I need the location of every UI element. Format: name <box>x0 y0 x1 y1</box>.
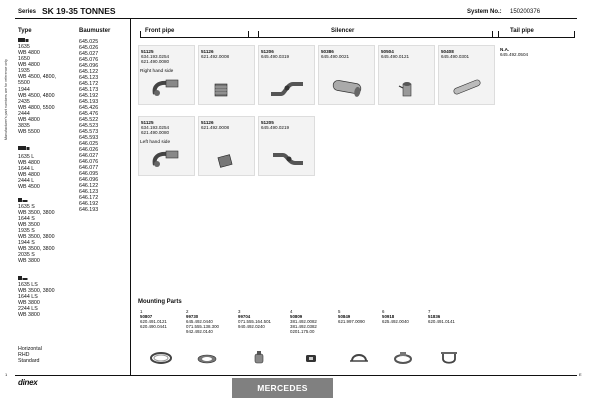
baumuster-item: 645.026 <box>79 45 99 51</box>
connector-pipe-image <box>387 76 427 98</box>
flex-pipe-image <box>207 76 247 98</box>
silencer-bracket-left <box>258 31 259 37</box>
part-ref: 50504 <box>381 49 394 54</box>
type-item: 1650 <box>18 56 30 62</box>
type-item: WB 4800 <box>18 117 40 123</box>
baumuster-item: 645.123 <box>79 75 99 81</box>
system-label: System No.: <box>467 9 502 15</box>
part-ref: 51125 <box>141 49 154 54</box>
type-item: 1635 L <box>18 154 35 160</box>
oe-number: 621.490.0080 <box>141 130 170 136</box>
footnote-line: RHD <box>18 352 30 358</box>
part-ref: 51126 <box>201 120 214 125</box>
type-item: 2244 LS <box>18 306 38 312</box>
baumuster-item: 645.076 <box>79 57 99 63</box>
mounting-part[interactable] <box>184 309 230 369</box>
baumuster-item: 646.122 <box>79 183 99 189</box>
type-item: WB 4800, 5500 <box>18 105 55 111</box>
clamp-image <box>390 349 416 365</box>
type-item: 1635 S <box>18 204 35 210</box>
oe-number: 620.491.0141 <box>428 319 455 325</box>
baumuster-item: 645.025 <box>79 39 99 45</box>
oe-number: 621.490.0080 <box>141 59 170 65</box>
type-item: 1935 S <box>18 228 35 234</box>
baumuster-item: 645.573 <box>79 129 99 135</box>
rear-pipe-image <box>447 76 487 98</box>
part-ref: 50807 <box>140 314 153 320</box>
type-item: 5500 <box>18 80 30 86</box>
page-marker-right: E <box>579 372 582 377</box>
part-ref: 99704 <box>238 314 251 320</box>
baumuster-item: 646.123 <box>79 189 99 195</box>
part-ref: N.A. <box>500 47 510 52</box>
clamp-ring-image <box>148 349 174 365</box>
reference-note: Manufacturer's part numbers are for reference only <box>4 59 8 140</box>
type-item: 2435 <box>18 99 30 105</box>
part-card[interactable] <box>258 116 315 176</box>
type-item: WB 4800 <box>18 62 40 68</box>
oe-number: 634.193.0254 <box>141 54 170 60</box>
oe-number: 621.492.0008 <box>201 54 230 60</box>
front-pipe-clamp-image <box>147 76 187 98</box>
oe-number: 621.492.0008 <box>201 125 230 131</box>
baumuster-item: 646.192 <box>79 201 99 207</box>
type-item: 2035 S <box>18 252 35 258</box>
part-card[interactable] <box>438 45 495 105</box>
item-index: 2 <box>186 309 189 314</box>
part-card[interactable] <box>378 45 435 105</box>
tail-pipe-numbers <box>500 47 528 57</box>
footer-rule <box>15 375 577 376</box>
baumuster-item: 645.027 <box>79 51 99 57</box>
front-pipe-clamp-image <box>147 147 187 169</box>
mounting-part[interactable] <box>380 309 426 369</box>
mounting-part[interactable] <box>426 309 472 369</box>
part-ref: 51126 <box>201 49 214 54</box>
baumuster-item: 645.192 <box>79 93 99 99</box>
truck-long-icon <box>18 145 30 152</box>
oe-number: 940.492.0240 <box>238 324 265 330</box>
type-item: WB 4800 <box>18 160 40 166</box>
oe-number: 645.490.0121 <box>381 54 410 60</box>
right-hand-side-label: Right hand side <box>140 69 174 74</box>
oe-number: 645.492.0504 <box>500 52 529 58</box>
part-ref: 51206 <box>261 49 274 54</box>
type-item: WB 4500 <box>18 184 40 190</box>
oe-number: 645.490.0301 <box>441 54 470 60</box>
type-item: WB 4800 <box>18 172 40 178</box>
item-index: 3 <box>238 309 241 314</box>
header-rule <box>15 18 577 19</box>
baumuster-item: 646.076 <box>79 159 99 165</box>
type-item: WB 3800 <box>18 258 40 264</box>
part-ref: 99730 <box>186 314 199 320</box>
oe-number: 942.492.0140 <box>186 329 213 335</box>
oe-number: 625.492.0040 <box>382 319 409 325</box>
make-button[interactable]: MERCEDES <box>232 378 333 398</box>
front-pipe-bracket-left <box>140 31 141 37</box>
baumuster-item: 645.476 <box>79 111 99 117</box>
oe-number: 621.997.0090 <box>338 319 365 325</box>
type-item: 1644 L <box>18 166 35 172</box>
baumuster-item: 646.172 <box>79 195 99 201</box>
part-card[interactable] <box>198 116 255 176</box>
baumuster-item: 645.593 <box>79 135 99 141</box>
truck-standard-icon <box>18 37 29 44</box>
section-rule <box>140 37 575 38</box>
type-item: WB 4500, 4800, <box>18 74 56 80</box>
oe-number: 645.490.0319 <box>261 54 290 60</box>
gasket-image <box>194 349 220 365</box>
mounting-part[interactable] <box>336 309 382 369</box>
baumuster-item: 646.095 <box>79 171 99 177</box>
part-ref: 50849 <box>338 314 351 320</box>
part-card[interactable] <box>198 45 255 105</box>
item-index: 6 <box>382 309 385 314</box>
part-ref: 50809 <box>290 314 303 320</box>
system-value: 150200376 <box>510 9 541 15</box>
bolt-image <box>246 349 272 365</box>
type-item: 1935 <box>18 68 30 74</box>
bracket-image <box>346 349 372 365</box>
baumuster-item: 645.193 <box>79 99 99 105</box>
baumuster-item: 645.096 <box>79 63 99 69</box>
part-ref: 51205 <box>261 120 274 125</box>
silencer-bracket-right <box>492 31 493 37</box>
type-item: WB 3500, 3800 <box>18 234 55 240</box>
part-ref: 50386 <box>321 49 334 54</box>
part-card[interactable] <box>258 45 315 105</box>
type-heading: Type <box>18 28 32 34</box>
type-item: WB 3800 <box>18 312 40 318</box>
part-card[interactable] <box>138 45 195 105</box>
mounting-parts-title: Mounting Parts <box>138 299 182 305</box>
hanger-image <box>298 349 324 365</box>
type-item: WB 3500, 3800 <box>18 210 55 216</box>
item-index: 5 <box>338 309 341 314</box>
type-item: WB 5500 <box>18 129 40 135</box>
type-item: 1644 S <box>18 216 35 222</box>
type-item: WB 3800 <box>18 300 40 306</box>
item-index: 1 <box>140 309 143 314</box>
part-card[interactable] <box>318 45 375 105</box>
series-label: Series <box>18 9 37 15</box>
oe-number: 0201.175.00 <box>290 329 315 335</box>
type-item: WB 3500, 3800 <box>18 246 55 252</box>
part-ref: 51836 <box>428 314 441 320</box>
front-pipe-bracket-right <box>248 31 249 37</box>
type-item: 1944 <box>18 87 30 93</box>
type-item: 3835 <box>18 123 30 129</box>
part-ref: 50408 <box>441 49 454 54</box>
silencer-heading: Silencer <box>331 28 355 34</box>
brand-logo: dinex <box>18 378 38 387</box>
footnote-line: Standard <box>18 358 40 364</box>
oe-number: 645.490.0219 <box>261 125 290 131</box>
baumuster-item: 646.096 <box>79 177 99 183</box>
type-item: 1944 S <box>18 240 35 246</box>
tail-pipe-heading: Tail pipe <box>510 28 534 34</box>
oe-number: 645.492.0440 <box>186 319 213 325</box>
oe-number: 620.491.0121 <box>140 319 167 325</box>
type-item: 2444 <box>18 111 30 117</box>
footnote-line: Horizontal <box>18 346 42 352</box>
type-item: 1635 <box>18 44 30 50</box>
baumuster-item: 645.522 <box>79 117 99 123</box>
baumuster-item: 646.193 <box>79 207 99 213</box>
left-hand-side-label: Left hand side <box>140 140 171 145</box>
tail-pipe-bracket-left <box>498 31 499 37</box>
type-item: WB 4500, 4800 <box>18 93 55 99</box>
flex-pipe-image <box>207 147 247 169</box>
item-index: 4 <box>290 309 293 314</box>
part-ref: 50918 <box>382 314 395 320</box>
intermediate-pipe-image <box>267 76 307 98</box>
tail-pipe-bracket-right <box>574 31 575 37</box>
baumuster-item: 646.077 <box>79 165 99 171</box>
silencer-image <box>327 76 367 98</box>
oe-number: 620.490.0441 <box>140 324 167 330</box>
mounting-part[interactable] <box>138 309 184 369</box>
oe-number: 071.555.164.501 <box>238 319 271 325</box>
type-item: 1635 LS <box>18 282 38 288</box>
baumuster-item: 645.122 <box>79 69 99 75</box>
baumuster-item: 645.172 <box>79 81 99 87</box>
mounting-part[interactable] <box>288 309 334 369</box>
tractor-icon <box>18 196 28 204</box>
baumuster-heading: Baumuster <box>79 28 111 34</box>
baumuster-item: 645.523 <box>79 123 99 129</box>
type-item: WB 4800 <box>18 50 40 56</box>
oe-number: 381.492.0082 <box>290 319 317 325</box>
tractor-long-icon <box>18 274 28 282</box>
baumuster-item: 645.173 <box>79 87 99 93</box>
type-item: WB 3500, 3800 <box>18 288 55 294</box>
baumuster-item: 645.426 <box>79 105 99 111</box>
mounting-part[interactable] <box>236 309 282 369</box>
type-item: 1644 LS <box>18 294 38 300</box>
baumuster-item: 646.025 <box>79 141 99 147</box>
series-value: SK 19-35 TONNES <box>42 6 116 16</box>
baumuster-item: 646.027 <box>79 153 99 159</box>
u-bolt-image <box>436 349 462 365</box>
page-marker-left: 1 <box>5 372 8 377</box>
oe-number: 381.492.0382 <box>290 324 317 330</box>
part-card[interactable] <box>138 116 195 176</box>
oe-number: 645.490.0021 <box>321 54 350 60</box>
oe-number: 634.193.0254 <box>141 125 170 131</box>
type-item: WB 3500 <box>18 222 40 228</box>
part-ref: 51125 <box>141 120 154 125</box>
intermediate-pipe-image <box>267 147 307 169</box>
type-item: 2444 L <box>18 178 35 184</box>
oe-number: 071.555.138.300 <box>186 324 219 330</box>
item-index: 7 <box>428 309 431 314</box>
baumuster-item: 646.026 <box>79 147 99 153</box>
front-pipe-heading: Front pipe <box>145 28 175 34</box>
column-divider <box>130 18 131 375</box>
